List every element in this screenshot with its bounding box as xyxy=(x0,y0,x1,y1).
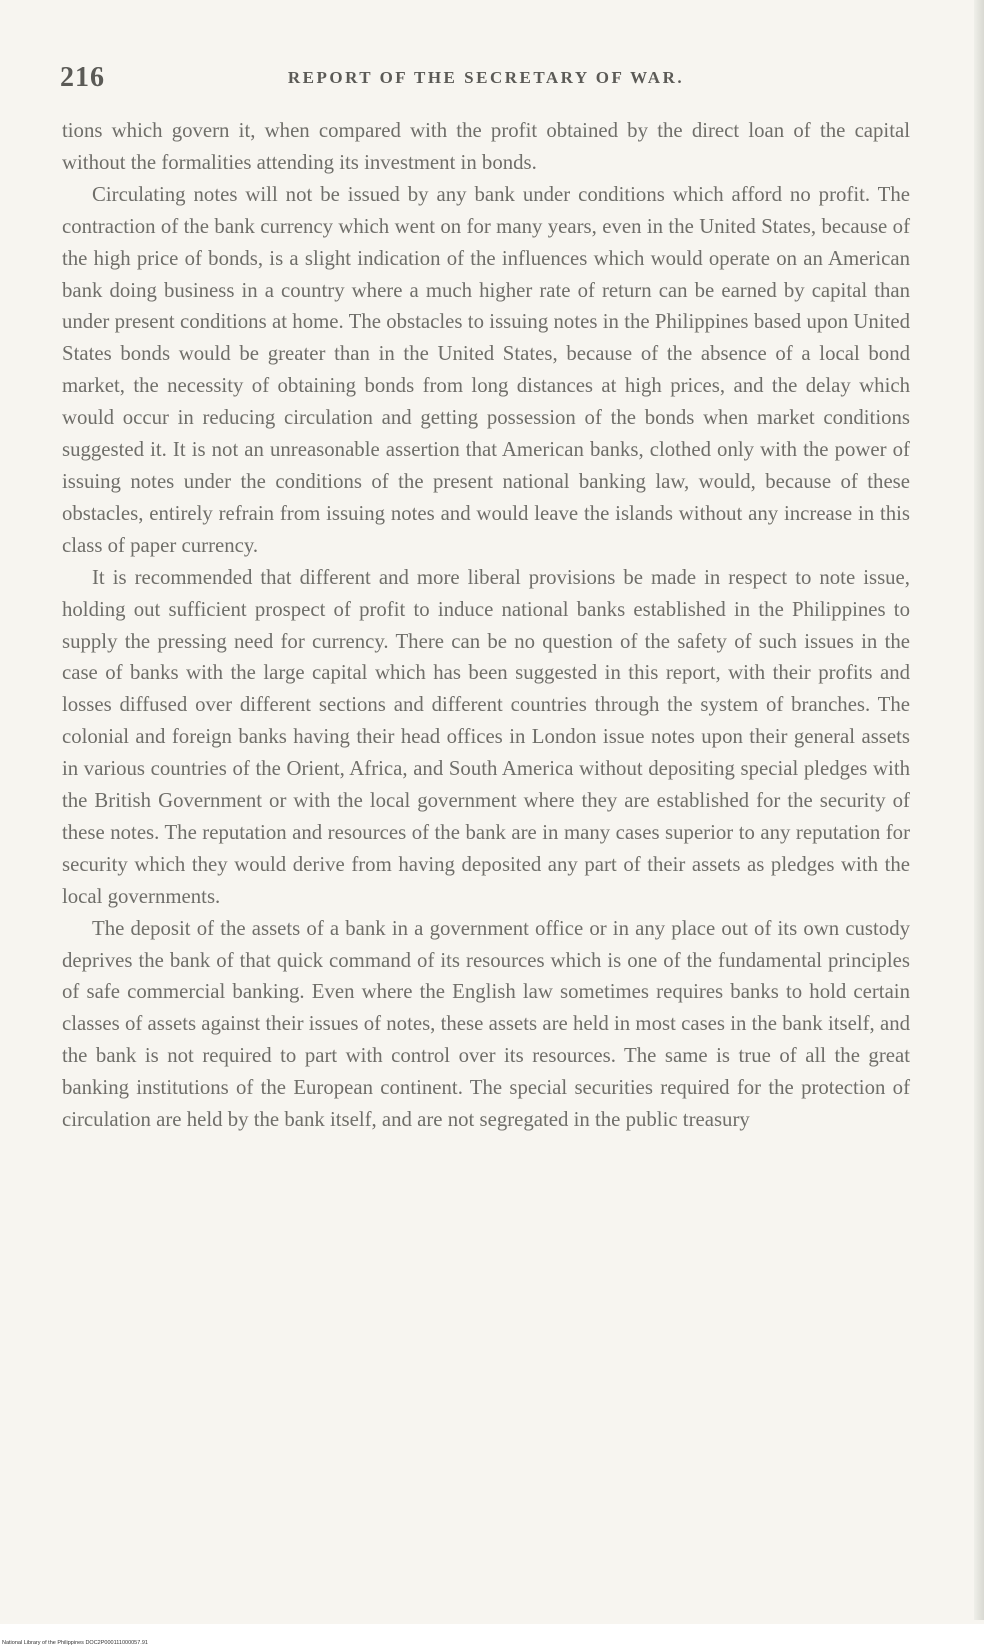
paragraph-continued: tions which govern it, when compared with the profit obtained by the direct loan of the capital without the formalities attending its investment in bonds. xyxy=(62,119,910,174)
page-header xyxy=(60,62,912,102)
body-text xyxy=(62,115,910,1136)
running-title: REPORT OF THE SECRETARY OF WAR. xyxy=(287,68,685,87)
scan-edge-shadow xyxy=(974,0,984,1620)
footer-strip xyxy=(0,1624,984,1650)
paragraph: Circulating notes will not be issued by any bank under conditions which afford no profit. The contraction of the bank currency which went on for many years, even in the United States, because of the high price of bonds, is a slight indication of the influences which would operate on an American bank doing business in a country where a much higher rate of return can be earned by capital than under present conditions at home. The obstacles to issuing notes in the Philippines based upon United States bonds would be greater than in the United States, because of the absence of a local bond market, the necessity of obtaining bonds from long distances at high prices, and the delay which would occur in reducing circulation and getting possession of the bonds when market conditions suggested it. It is not an unreasonable assertion that American banks, clothed only with the power of issuing notes under the conditions of the present national banking law, would, because of these obstacles, entirely refrain from issuing notes and would leave the islands without any increase in this class of paper currency. xyxy=(62,182,910,557)
archive-footer-label: National Library of the Philippines DOC2P000111000057.91 xyxy=(2,1640,148,1646)
page-number: 216 xyxy=(60,62,105,93)
paragraph: It is recommended that different and more liberal provisions be made in respect to note issue, holding out sufficient prospect of profit to induce national banks established in the Philippines to supply the pressing need for currency. There can be no question of the safety of such issues in the case of banks with the large capital which has been suggested in this report, with their profits and losses diffused over different sections and different countries through the system of branches. The colonial and foreign banks having their head offices in London issue notes upon their general assets in various countries of the Orient, Africa, and South America without depositing special pledges with the British Government or with the local government where they are established for the security of these notes. The reputation and resources of the bank are in many cases superior to any reputation for security which they would derive from having deposited any part of their assets as pledges with the local governments. xyxy=(62,565,910,908)
paragraph: The deposit of the assets of a bank in a government office or in any place out of its own custody deprives the bank of that quick command of its resources which is one of the fundamental principles of safe commercial banking. Even where the English law sometimes requires banks to hold certain classes of assets against their issues of notes, these assets are held in most cases in the bank itself, and the bank is not required to part with control over its resources. The same is true of all the great banking institutions of the European continent. The special securities required for the protection of circulation are held by the bank itself, and are not segregated in the public treasury xyxy=(62,916,910,1132)
